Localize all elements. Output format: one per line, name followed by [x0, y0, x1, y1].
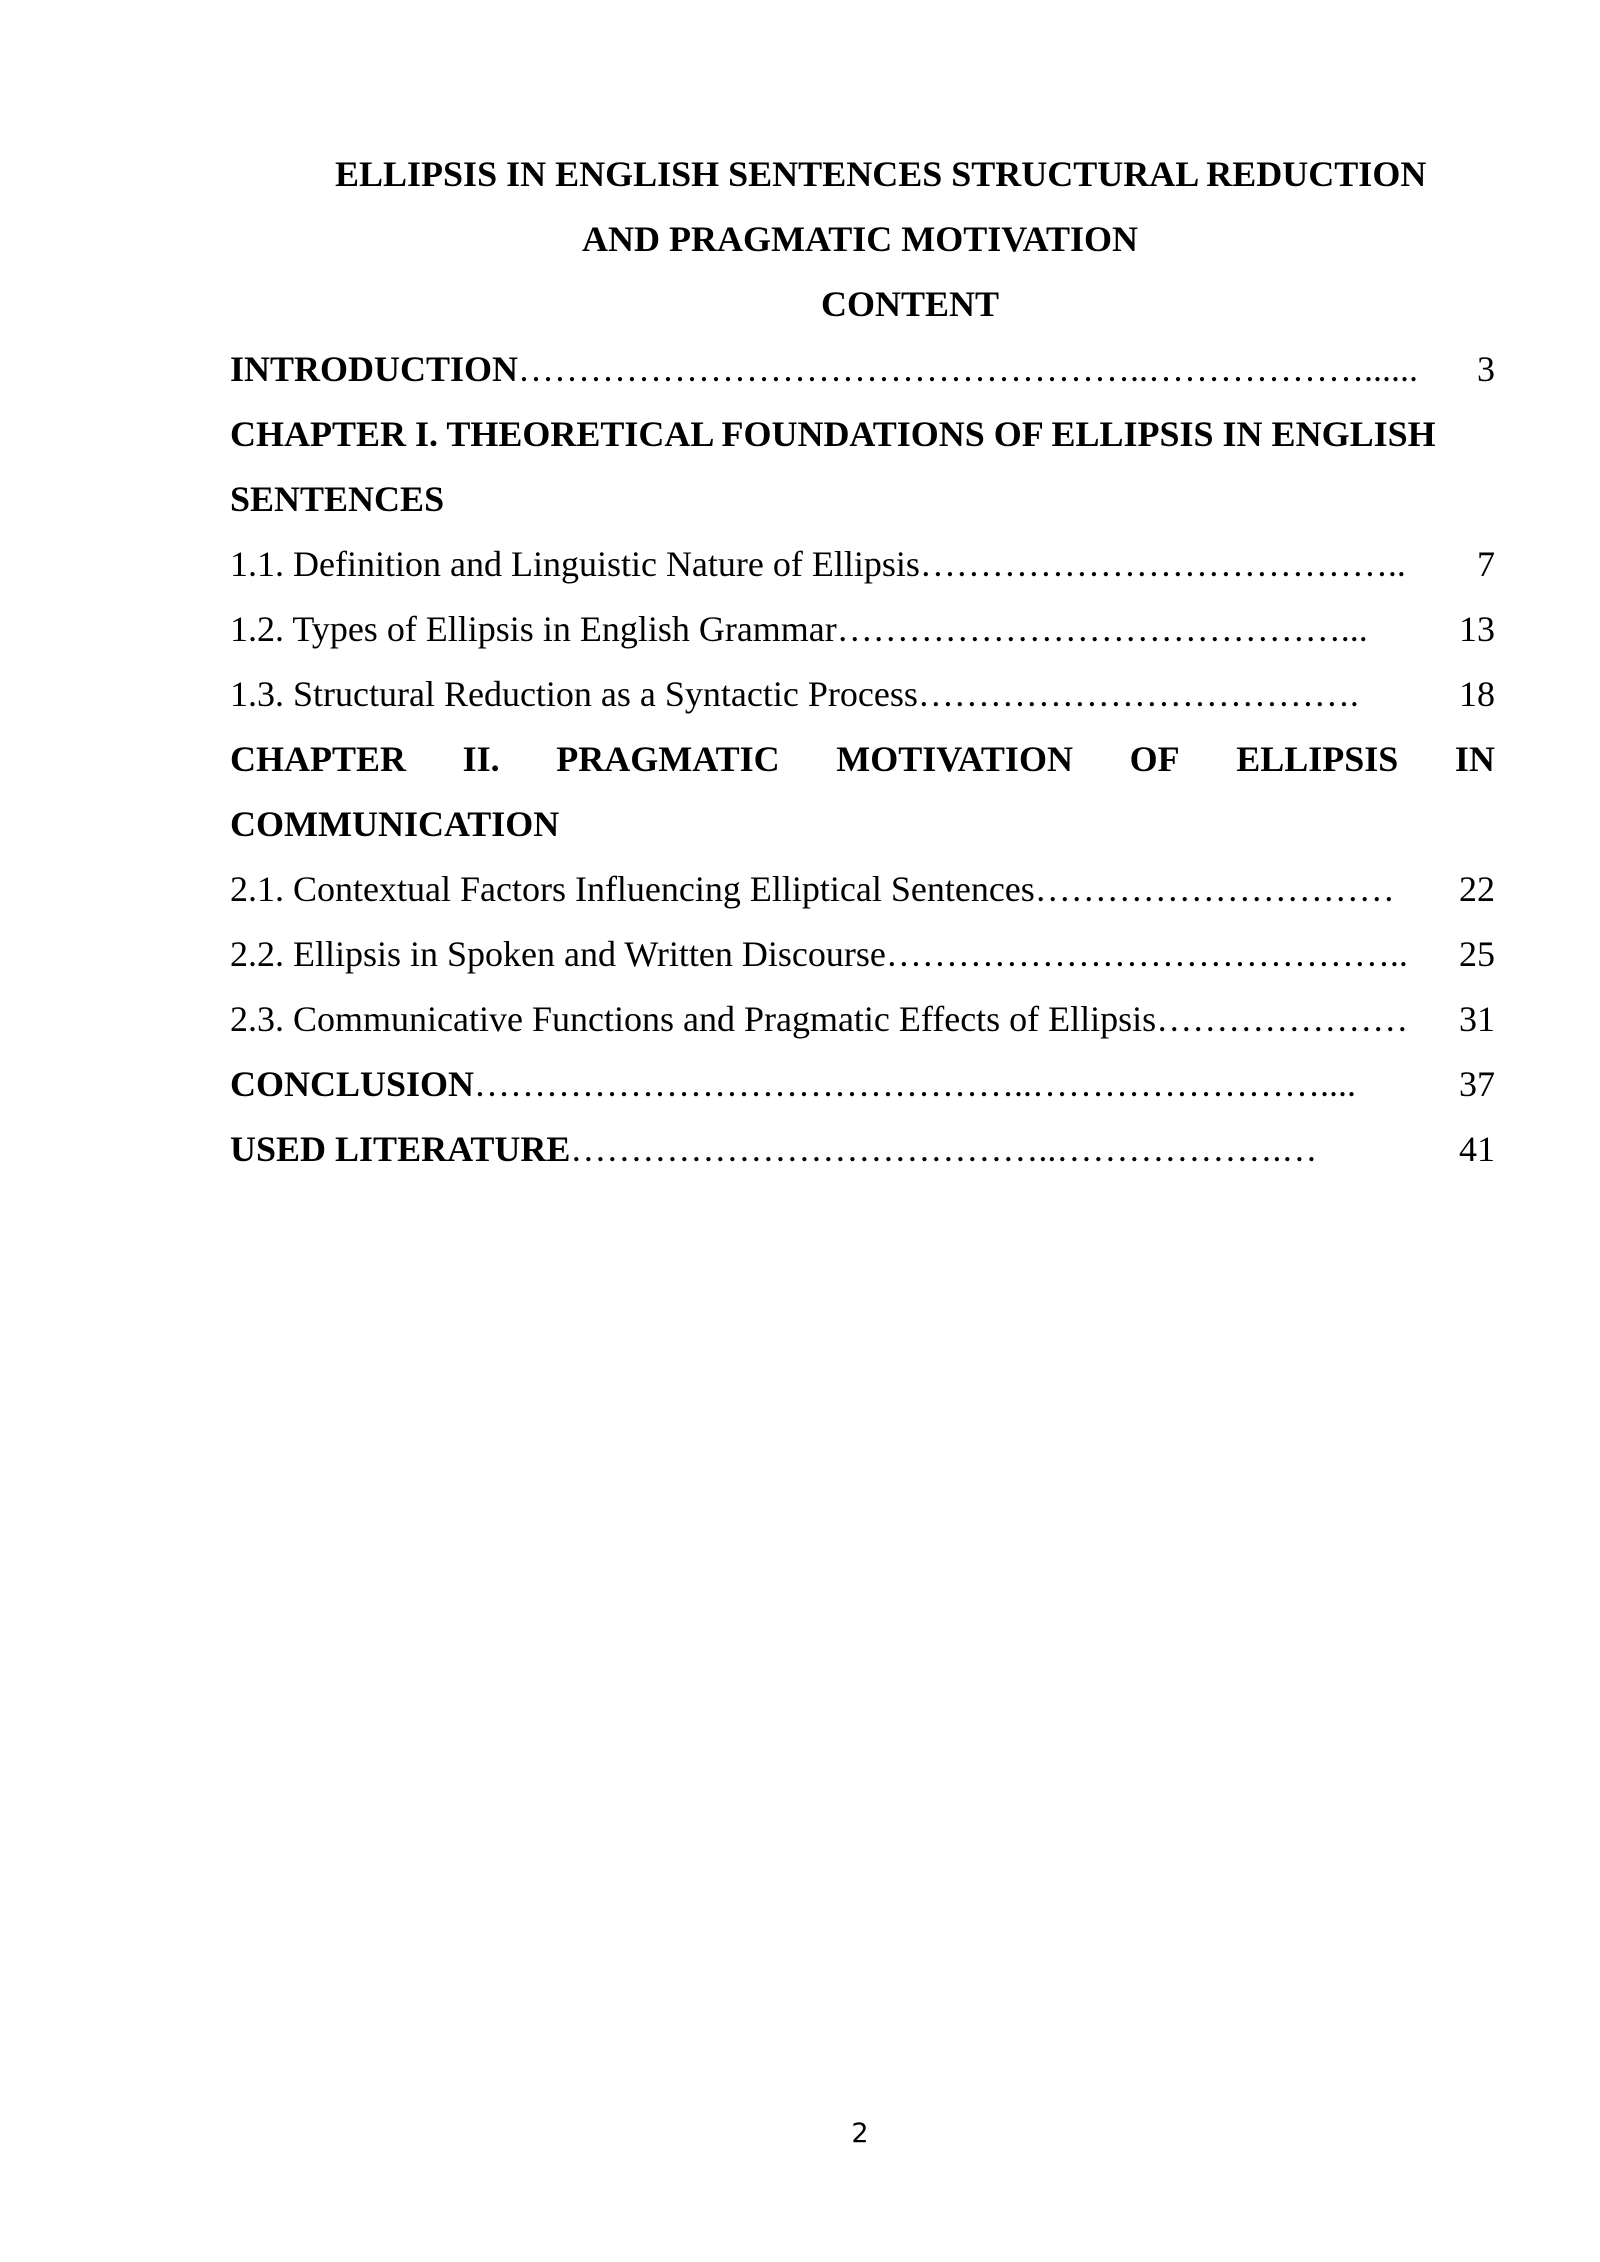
toc-chapter-1-line-1: CHAPTER I. THEORETICAL FOUNDATIONS OF ELLIPSIS IN ENGLISH: [230, 414, 1436, 454]
toc-leader: …………………………………..: [919, 544, 1406, 584]
toc-page-number: 18: [1459, 674, 1495, 714]
toc-page-number: 22: [1459, 869, 1495, 909]
toc-leader: ……………………………………………..………………......: [518, 349, 1419, 389]
toc-label: USED LITERATURE: [230, 1129, 571, 1169]
toc-entry-2-3: [230, 987, 1495, 1052]
toc-leader: …………………………………..……………….…: [570, 1129, 1318, 1169]
toc-page-number: 25: [1459, 934, 1495, 974]
toc-label: 2.2. Ellipsis in Spoken and Written Discourse: [230, 934, 886, 974]
chapter-2-word: II.: [462, 739, 500, 779]
toc-leader: ………………………………………..……………………....: [474, 1064, 1357, 1104]
toc-label: CONCLUSION: [230, 1064, 475, 1104]
toc-entry-1-3: [230, 662, 1495, 727]
toc-label: 2.1. Contextual Factors Influencing Elliptical Sentences: [230, 869, 1035, 909]
title-line-1: ELLIPSIS IN ENGLISH SENTENCES STRUCTURAL REDUCTION: [335, 154, 1427, 194]
toc-label: 1.1. Definition and Linguistic Nature of Ellipsis: [230, 544, 920, 584]
toc-entry-2-1: [230, 857, 1495, 922]
toc-label: 2.3. Communicative Functions and Pragmatic Effects of Ellipsis: [230, 999, 1157, 1039]
chapter-2-word: OF: [1129, 739, 1180, 779]
toc-leader: …………………………: [1034, 869, 1395, 909]
toc-label: 1.2. Types of Ellipsis in English Grammar: [230, 609, 837, 649]
title-line-2: AND PRAGMATIC MOTIVATION: [581, 219, 1138, 259]
toc-entry-conclusion: [230, 1052, 1495, 1117]
toc-page-number: 7: [1477, 544, 1495, 584]
toc-entry-used-literature: [230, 1117, 1495, 1182]
toc-page-number: 37: [1459, 1064, 1495, 1104]
toc-page-number: 31: [1459, 999, 1495, 1039]
toc-entry-1-2: [230, 597, 1495, 662]
toc-label: 1.3. Structural Reduction as a Syntactic Process: [230, 674, 918, 714]
toc-entry-introduction: [230, 337, 1495, 402]
toc-leader: ……………………………………...: [836, 609, 1368, 649]
toc-chapter-1-line-2: SENTENCES: [230, 479, 445, 519]
toc-entry-2-2: [230, 922, 1495, 987]
toc-chapter-2-line-2: COMMUNICATION: [230, 804, 560, 844]
chapter-2-word: IN: [1454, 739, 1495, 779]
chapter-2-word: PRAGMATIC: [556, 739, 780, 779]
toc-leader: …………………: [1156, 999, 1409, 1039]
toc-page-number: 13: [1459, 609, 1495, 649]
toc-page-number: 41: [1459, 1129, 1495, 1169]
toc-page-number: 3: [1477, 349, 1495, 389]
toc-chapter-2-line-1: [230, 727, 1495, 792]
toc-leader: ……………………………….: [917, 674, 1359, 714]
toc-label: INTRODUCTION: [230, 349, 519, 389]
page-number: 2: [851, 2118, 869, 2149]
chapter-2-word: MOTIVATION: [836, 739, 1073, 779]
chapter-2-word: ELLIPSIS: [1236, 739, 1399, 779]
toc-leader: ……………………………………..: [885, 934, 1408, 974]
toc-entry-1-1: [230, 532, 1495, 597]
content-heading: CONTENT: [820, 284, 1000, 324]
chapter-2-word: CHAPTER: [230, 739, 407, 779]
